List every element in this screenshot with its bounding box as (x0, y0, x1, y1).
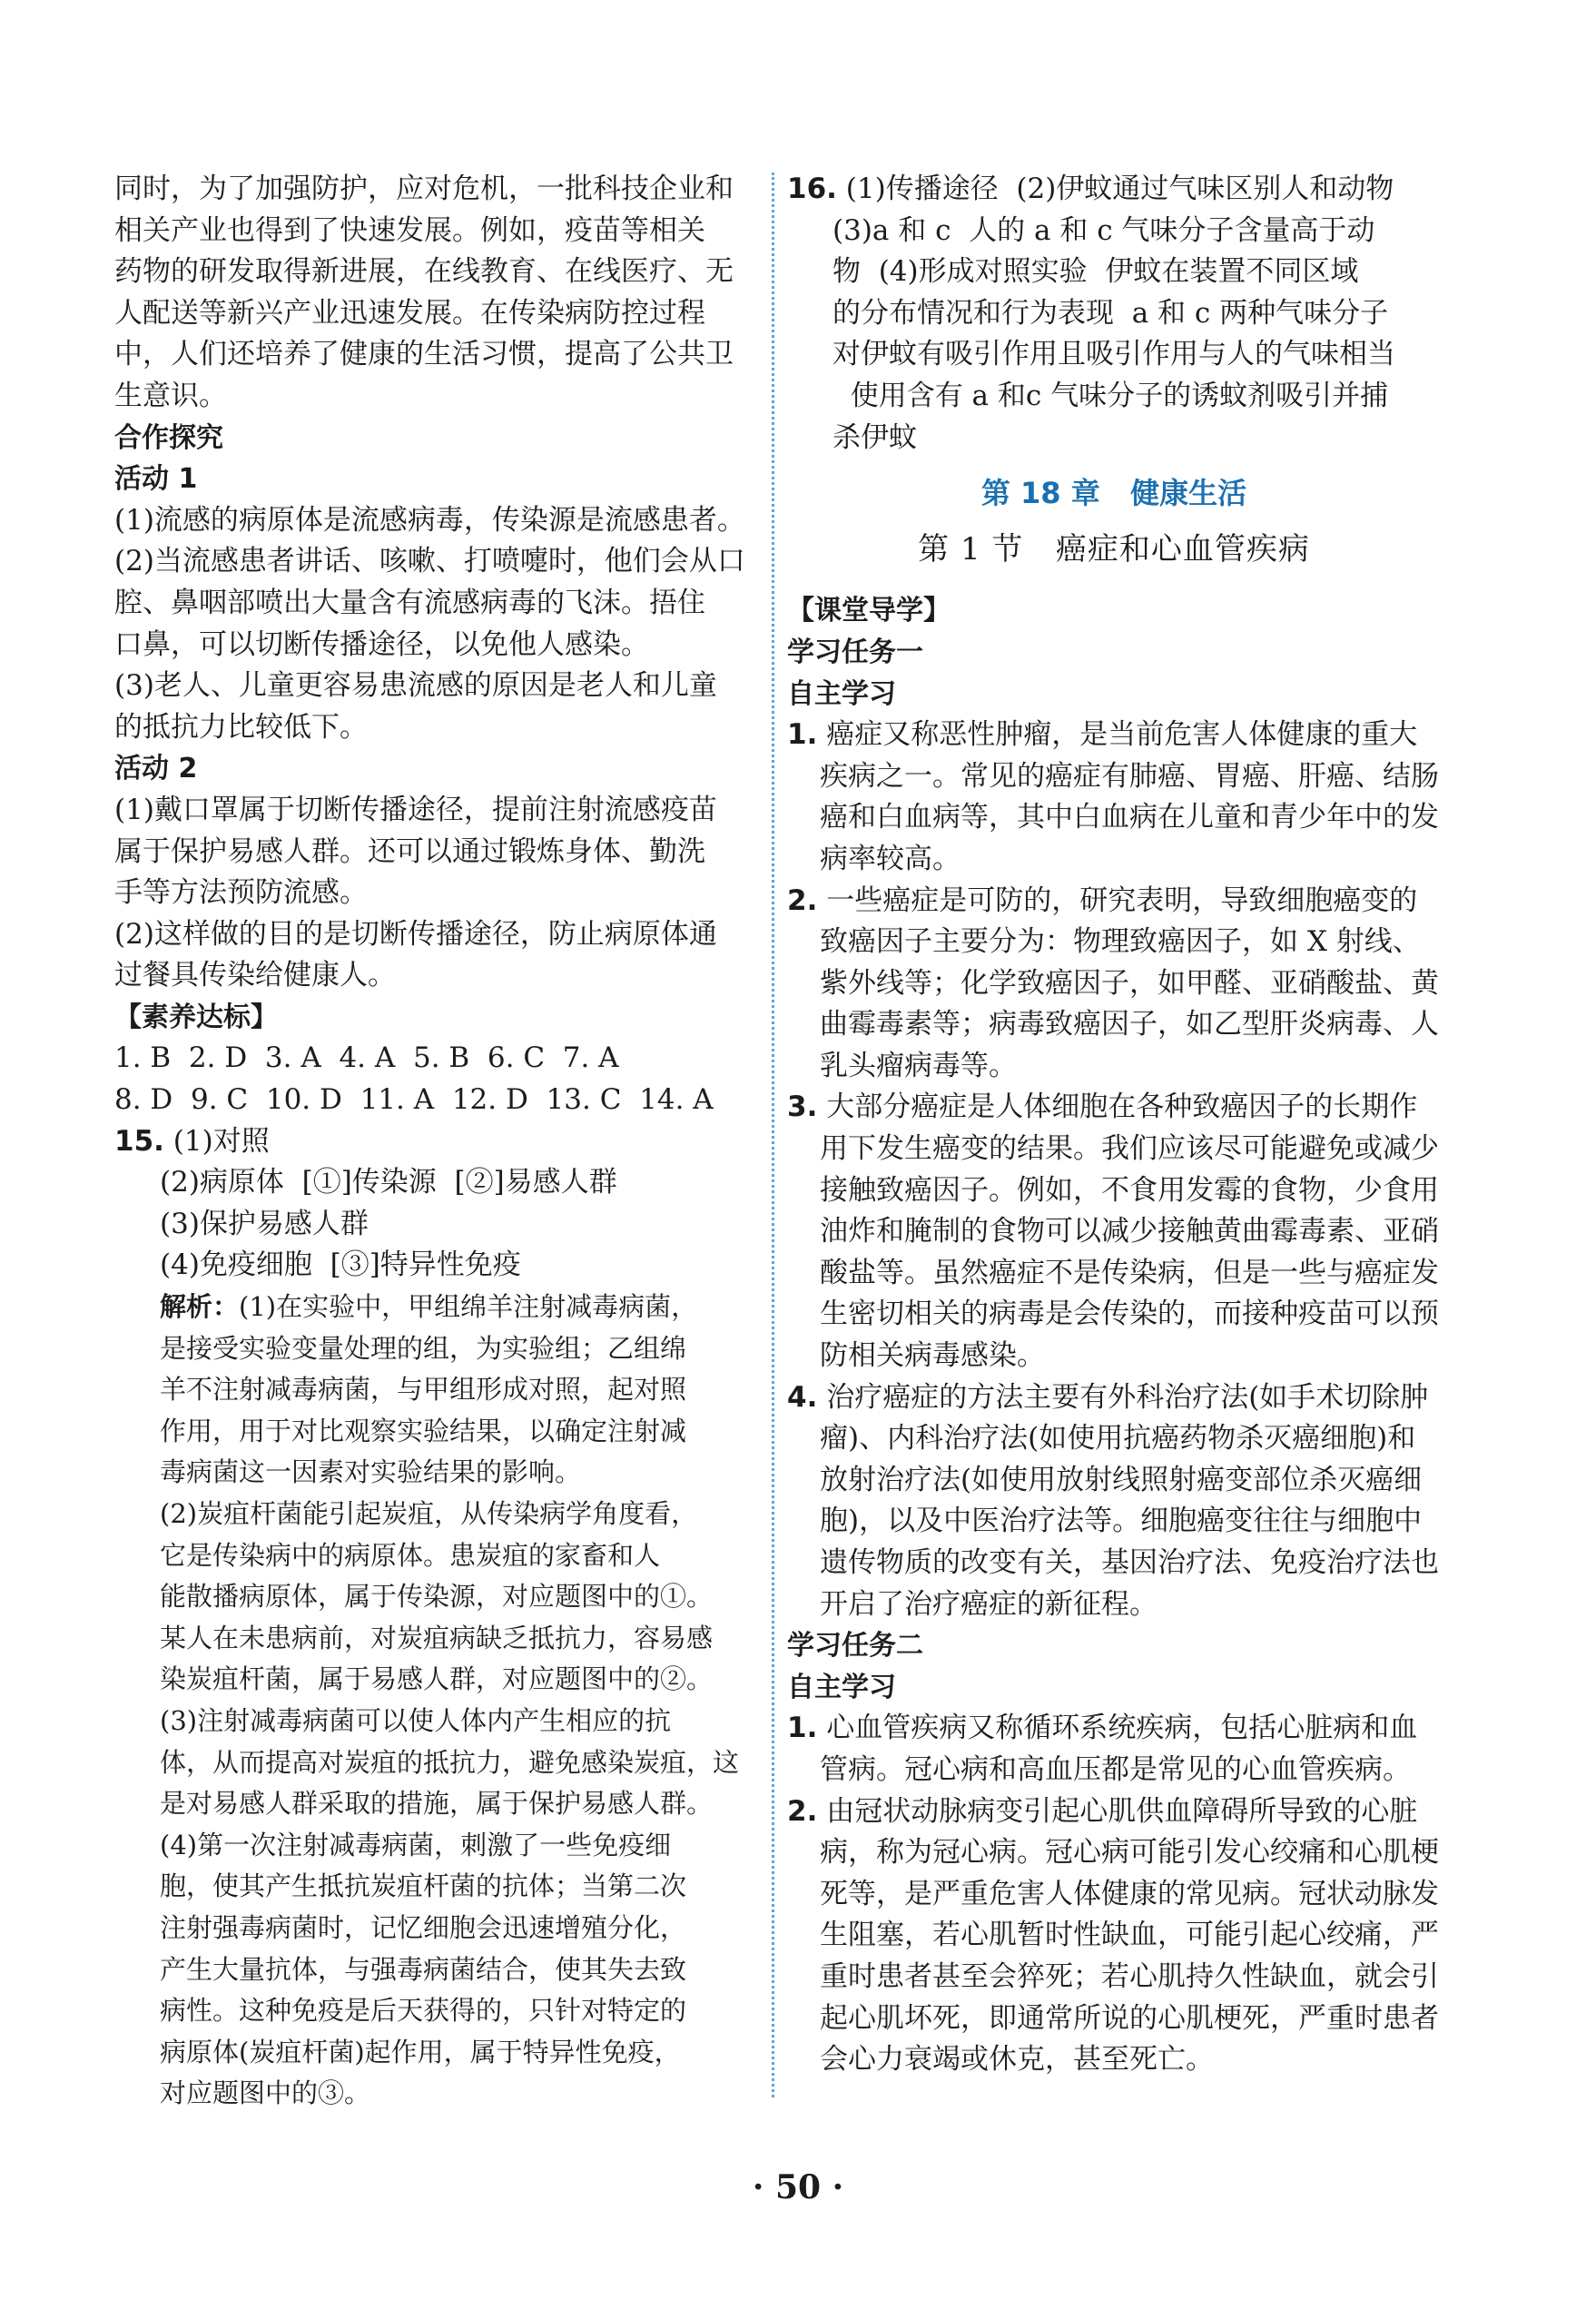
activity2-line: 手等方法预防流感。 (114, 876, 368, 910)
page-number: · 50 · (752, 2168, 844, 2206)
task2-item (787, 1791, 1441, 2081)
q16-line: 物 (4)形成对照实验 伊蚊在装置不同区域 (832, 255, 1359, 289)
q15-item: (4)免疫细胞 [③]特异性免疫 (160, 1248, 521, 1282)
activity2-line: (1)戴口罩属于切断传播途径，提前注射流感疫苗 (114, 793, 717, 826)
item-text: 癌症又称恶性肿瘤，是当前危害人体健康的重大疾病之一。常见的癌症有肺癌、胃癌、肝癌、结肠癌和白血病等，其中白血病在儿童和青少年中的发病率较高。 (820, 718, 1439, 875)
analysis-line: (3)注射减毒病菌可以使人体内产生相应的抗 (160, 1704, 672, 1736)
task2-subtitle: 自主学习 (787, 1671, 896, 1703)
item-text: 大部分癌症是人体细胞在各种致癌因子的长期作用下发生癌变的结果。我们应该尽可能避免或减少接触致癌因子。例如，不食用发霉的食物，少食用油炸和腌制的食物可以减少接触黄曲霉毒素、亚硝酸盐等。虽然癌症不是传染病，但是一些与癌症发生密切相关的病毒是会传染的，而接种疫苗可以预防相关病毒感染。 (820, 1090, 1439, 1373)
analysis-line: 羊不注射减毒病菌，与甲组形成对照，起对照 (160, 1374, 687, 1406)
analysis-line: 是对易感人群采取的措施，属于保护易感人群。 (160, 1788, 714, 1820)
intro-line: 药物的研发取得新进展，在线教育、在线医疗、无 (114, 255, 734, 289)
item-number: 2. (787, 883, 818, 917)
analysis-label: 解析： (160, 1291, 240, 1323)
activity1-line: 口鼻，可以切断传播途径，以免他人感染。 (114, 627, 649, 661)
activity2-line: 属于保护易感人群。还可以通过锻炼身体、勤洗 (114, 834, 705, 868)
analysis-line: 某人在未患病前，对炭疽病缺乏抵抗力，容易感 (160, 1622, 714, 1653)
task2-item (787, 1708, 1441, 1791)
item-text: 心血管疾病又称循环系统疾病，包括心脏病和血管病。冠心病和高血压都是常见的心血管疾病。 (820, 1712, 1418, 1786)
q16-line: (3)a 和 c 人的 a 和 c 气味分子含量高于动 (832, 213, 1375, 247)
task1-item (787, 881, 1441, 1088)
activity1-line: 的抵抗力比较低下。 (114, 710, 368, 744)
item-number: 4. (787, 1380, 818, 1414)
section-title: 第 1 节 癌症和心血管疾病 (918, 530, 1310, 567)
analysis-first (114, 1287, 759, 1328)
activity2-line: (2)这样做的目的是切断传播途径，防止病原体通 (114, 917, 717, 951)
intro-line: 生意识。 (114, 379, 227, 412)
task1-item (787, 715, 1441, 880)
item-text: 治疗癌症的方法主要有外科治疗法(如手术切除肿瘤)、内科治疗法(如使用抗癌药物杀灭癌细胞)和放射治疗法(如使用放射线照射癌变部位杀灭癌细胞)，以及中医治疗法等。细胞癌变往往与细胞中遗传物质的改变有关，基因治疗法、免疫治疗法也开启了治疗癌症的新征程。 (820, 1380, 1439, 1621)
activity2-title: 活动 2 (114, 753, 198, 785)
intro-line: 中，人们还培养了健康的生活习惯，提高了公共卫 (114, 338, 734, 371)
intro-line: 同时，为了加强防护，应对危机，一批科技企业和 (114, 173, 734, 205)
analysis-line: 胞，使其产生抵抗炭疽杆菌的抗体；当第二次 (160, 1870, 687, 1902)
task1-subtitle: 自主学习 (787, 677, 896, 710)
analysis-line: 是接受实验变量处理的组，为实验组；乙组绵 (160, 1332, 687, 1364)
right-column (787, 169, 1441, 2081)
analysis-line: 产生大量抗体，与强毒病菌结合，使其失去致 (160, 1953, 687, 1985)
answers-row-2: 8. D 9. C 10. D 11. A 12. D 13. C 14. A (114, 1083, 714, 1117)
heading-cooperate: 合作探究 (114, 421, 223, 454)
task1-item (787, 1087, 1441, 1377)
analysis-line: (4)第一次注射减毒病菌，刺激了一些免疫细 (160, 1829, 672, 1860)
task1-title: 学习任务一 (787, 636, 923, 668)
q16-line: 的分布情况和行为表现 a 和 c 两种气味分子 (832, 296, 1389, 330)
q16-line: 杀伊蚊 (832, 420, 917, 454)
analysis-line: 对应题图中的③。 (160, 2077, 371, 2109)
q15-number: 15. (114, 1124, 164, 1158)
q16-first (787, 169, 1441, 211)
item-number: 1. (787, 1712, 818, 1745)
activity1-line: (3)老人、儿童更容易患流感的原因是老人和儿童 (114, 669, 717, 703)
analysis-line: 病原体(炭疽杆菌)起作用，属于特异性免疫， (160, 2036, 681, 2067)
item-number: 1. (787, 718, 818, 752)
q16-line: 对伊蚊有吸引作用且吸引作用与人的气味相当 (832, 338, 1395, 371)
q15-first-answer: (1)对照 (172, 1124, 270, 1158)
intro-line: 人配送等新兴产业迅速发展。在传染病防控过程 (114, 296, 705, 330)
q15-item: (2)病原体 [①]传染源 [②]易感人群 (160, 1166, 617, 1199)
heading-classroom: 【课堂导学】 (787, 595, 951, 627)
q15-item: (3)保护易感人群 (160, 1207, 369, 1240)
q15-first (114, 1121, 759, 1163)
heading-literacy: 【素养达标】 (114, 1001, 278, 1033)
q16-first-answer: (1)传播途径 (2)伊蚊通过气味区别人和动物 (845, 173, 1394, 205)
analysis-line: (2)炭疽杆菌能引起炭疽，从传染病学角度看， (160, 1498, 698, 1529)
analysis-line: 染炭疽杆菌，属于易感人群，对应题图中的②。 (160, 1663, 714, 1695)
task1-item (787, 1377, 1441, 1626)
column-divider (772, 173, 774, 2097)
item-number: 2. (787, 1794, 818, 1828)
analysis-line: 能散播病原体，属于传染源，对应题图中的①。 (160, 1581, 714, 1613)
analysis-line: 作用，用于对比观察实验结果，以确定注射减 (160, 1415, 687, 1446)
answers-row-1: 1. B 2. D 3. A 4. A 5. B 6. C 7. A (114, 1041, 619, 1075)
chapter-title: 第 18 章 健康生活 (980, 476, 1247, 511)
analysis-line: 它是传染病中的病原体。患炭疽的家畜和人 (160, 1539, 661, 1571)
activity1-line: 腔、鼻咽部喷出大量含有流感病毒的飞沫。捂住 (114, 586, 705, 619)
activity1-line: (2)当流感患者讲话、咳嗽、打喷嚏时，他们会从口 (114, 545, 745, 578)
left-column (114, 169, 759, 2115)
item-text: 一些癌症是可防的，研究表明，导致细胞癌变的致癌因子主要分为：物理致癌因子，如 X 射线、紫外线等；化学致癌因子，如甲醛、亚硝酸盐、黄曲霉毒素等；病毒致癌因子，如乙型肝炎病毒、人乳头瘤病毒等。 (820, 883, 1439, 1082)
activity1-line: (1)流感的病原体是流感病毒，传染源是流感患者。 (114, 503, 745, 537)
activity2-line: 过餐具传染给健康人。 (114, 959, 396, 992)
analysis-line: 体，从而提高对炭疽的抵抗力，避免感染炭疽，这 (160, 1746, 740, 1778)
analysis-line: 病性。这种免疫是后天获得的，只针对特定的 (160, 1995, 687, 2027)
activity1-title: 活动 1 (114, 463, 198, 496)
q16-line: 使用含有 a 和c 气味分子的诱蚊剂吸引并捕 (832, 379, 1389, 412)
q16-number: 16. (787, 173, 837, 205)
intro-line: 相关产业也得到了快速发展。例如，疫苗等相关 (114, 213, 705, 247)
analysis-line: 注射强毒病菌时，记忆细胞会迅速增殖分化， (160, 1911, 687, 1943)
item-number: 3. (787, 1090, 818, 1124)
task2-title: 学习任务二 (787, 1630, 923, 1663)
analysis-first-text: (1)在实验中，甲组绵羊注射减毒病菌， (239, 1291, 698, 1323)
item-text: 由冠状动脉病变引起心肌供血障碍所导致的心脏病，称为冠心病。冠心病可能引发心绞痛和心肌梗死等，是严重危害人体健康的常见病。冠状动脉发生阻塞，若心肌暂时性缺血，可能引起心绞痛，严重时患者甚至会猝死；若心肌持久性缺血，就会引起心肌坏死，即通常所说的心肌梗死，严重时患者会心力衰竭或休克，甚至死亡。 (820, 1794, 1439, 2077)
analysis-line: 毒病菌这一因素对实验结果的影响。 (160, 1456, 582, 1488)
